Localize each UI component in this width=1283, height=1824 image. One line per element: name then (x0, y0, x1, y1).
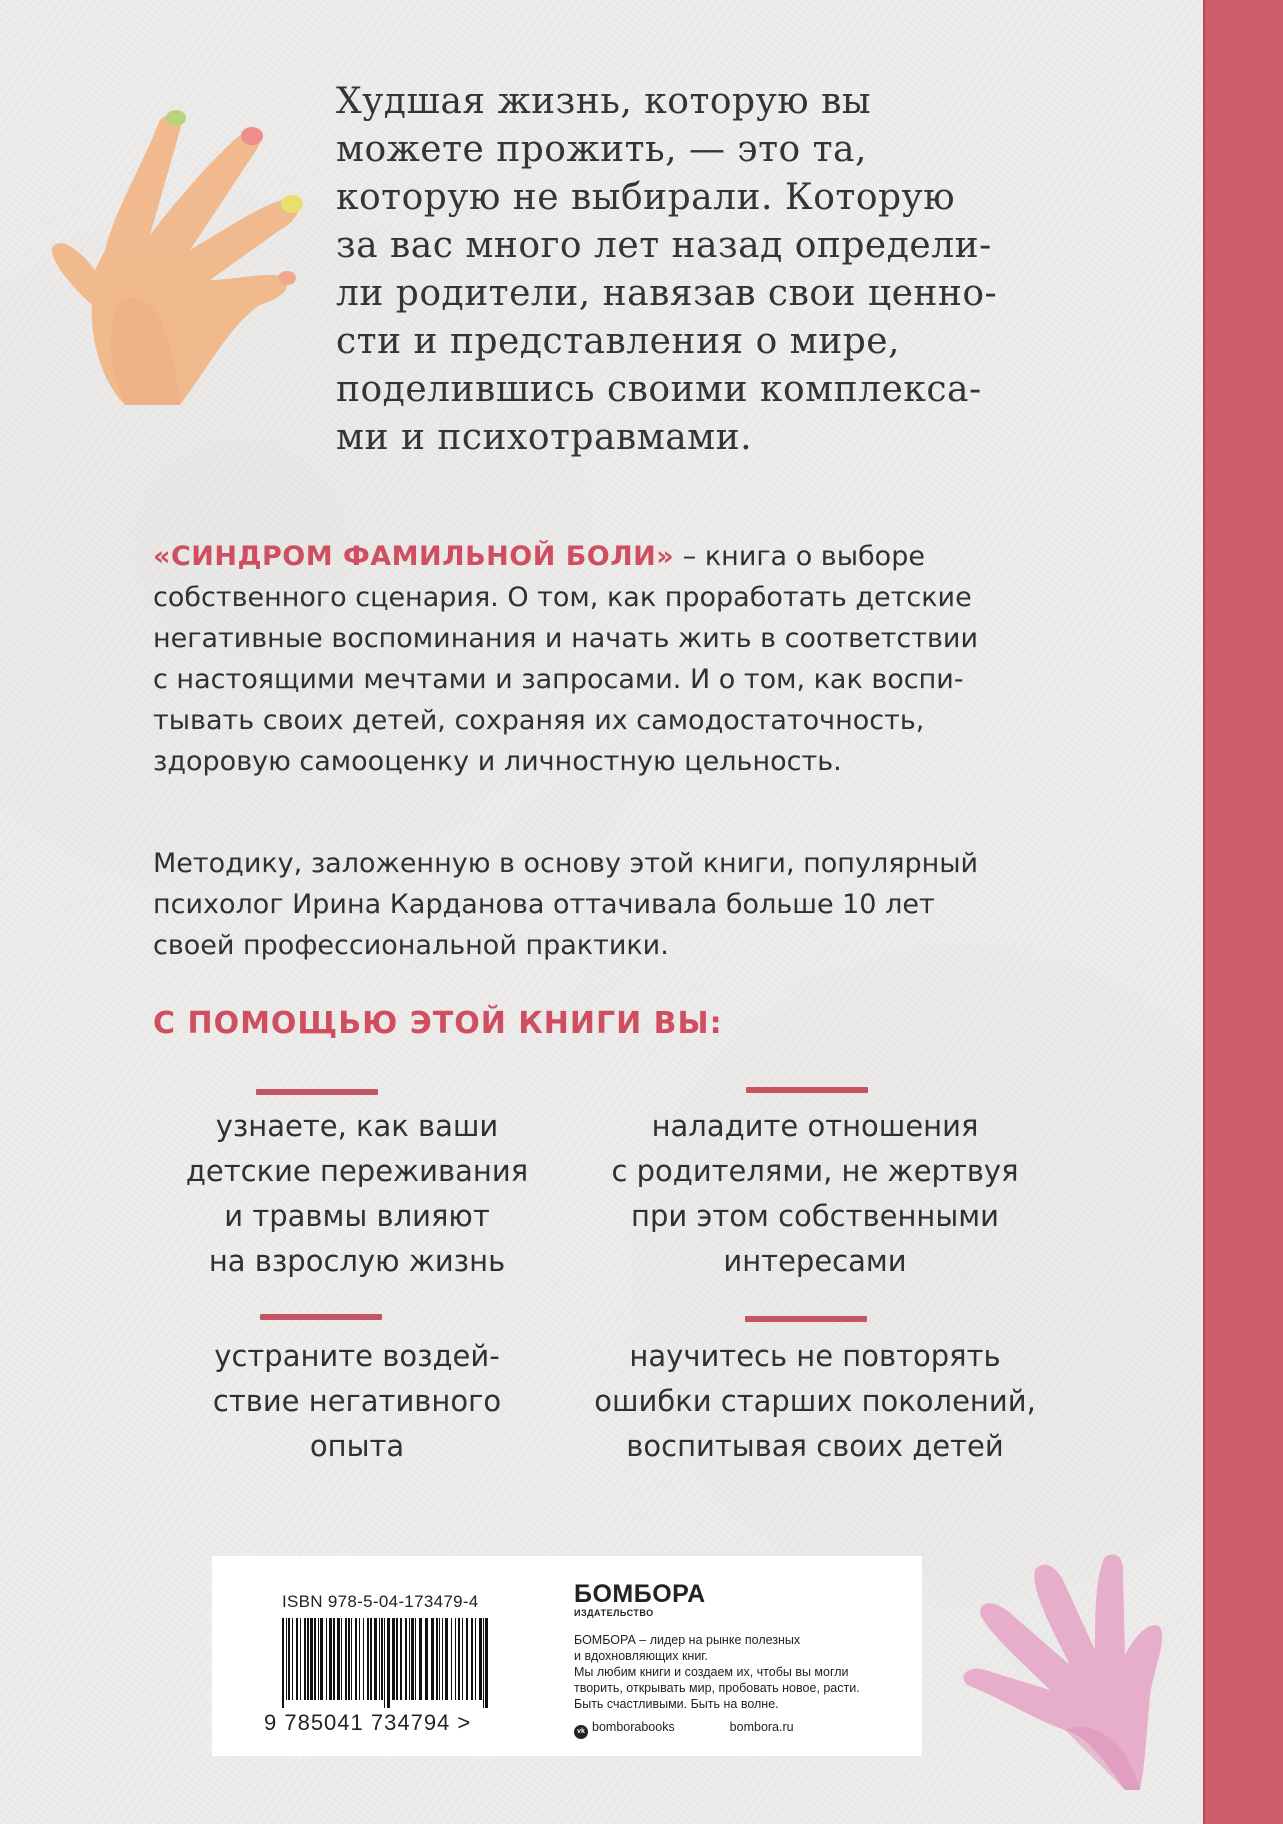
book-description (153, 536, 1113, 782)
benefit-line: ствие негативного (212, 1384, 502, 1418)
description-first-line-rest: – книга о выборе (674, 541, 925, 572)
barcode-bar (351, 1618, 352, 1700)
barcode-bar (370, 1618, 372, 1700)
method-line: своей профессиональной практики. (153, 930, 669, 961)
benefit-divider (260, 1314, 382, 1320)
description-line: собственного сценария. О том, как проработать детские (153, 582, 972, 613)
barcode-bar (455, 1618, 456, 1700)
barcode-bar (445, 1618, 448, 1700)
cover-spine-stripe (1203, 0, 1283, 1824)
barcode (282, 1618, 492, 1708)
barcode-bar (405, 1618, 407, 1700)
website-link[interactable]: bombora.ru (729, 1720, 794, 1734)
publisher-block (574, 1580, 914, 1735)
quote-line: которую не выбирали. Которую (336, 177, 956, 218)
publisher-description (574, 1632, 914, 1712)
barcode-bar (286, 1618, 287, 1700)
benefit-item (580, 1334, 1050, 1469)
barcode-bar (485, 1618, 488, 1708)
barcode-bar (479, 1618, 482, 1700)
barcode-bar (292, 1618, 293, 1700)
barcode-bar (400, 1618, 402, 1700)
barcode-bar (341, 1618, 342, 1700)
benefit-line: опыта (309, 1429, 405, 1463)
benefit-line: детские переживания (185, 1154, 529, 1188)
barcode-bar (425, 1618, 428, 1700)
quote-line: ли родители, навязав свои ценно- (336, 273, 998, 314)
publisher-text-line: БОМБОРА – лидер на рынке полезных (574, 1633, 801, 1647)
barcode-bar (337, 1618, 340, 1700)
barcode-bar (329, 1618, 332, 1700)
quote-line: поделившись своими комплекса- (336, 369, 982, 410)
barcode-bar (310, 1618, 313, 1700)
social-link[interactable]: bomborabooks (592, 1720, 675, 1734)
barcode-bar (355, 1618, 357, 1700)
barcode-bar (419, 1618, 422, 1700)
barcode-bar (436, 1618, 438, 1700)
benefit-line: научитесь не повторять (629, 1339, 1001, 1373)
benefit-line: при этом собственными (631, 1199, 999, 1233)
barcode-panel (212, 1556, 922, 1756)
barcode-bar (300, 1618, 301, 1700)
barcode-bar (462, 1618, 463, 1700)
pink-hand-illustration (955, 1535, 1170, 1795)
method-line: психолог Ирина Карданова оттачивала больше 10 лет (153, 889, 935, 920)
barcode-bar (483, 1618, 484, 1708)
barcode-bar (451, 1618, 452, 1700)
barcode-bar (304, 1618, 306, 1700)
barcode-bar (387, 1618, 390, 1708)
publisher-text-line: творить, открывать мир, пробовать новое, расти. (574, 1681, 860, 1695)
isbn-number: ISBN 978-5-04-173479-4 (282, 1592, 479, 1611)
quote-line: за вас много лет назад определи- (336, 225, 992, 266)
benefit-divider (746, 1087, 868, 1093)
barcode-bar (345, 1618, 347, 1700)
method-line: Методику, заложенную в основу этой книги, популярный (153, 848, 979, 879)
benefit-divider (745, 1316, 867, 1322)
publisher-text-line: и вдохновляющих книг. (574, 1649, 708, 1663)
benefit-item (122, 1104, 592, 1284)
epigraph-quote (336, 78, 1116, 462)
benefit-line: устраните воздей- (214, 1339, 500, 1373)
barcode-bar (359, 1618, 360, 1700)
barcode-bar (384, 1618, 385, 1708)
barcode-bar (411, 1618, 414, 1700)
publisher-text-line: Быть счастливыми. Быть на волне. (574, 1697, 779, 1711)
description-line: негативные воспоминания и начать жить в соответствии (153, 623, 979, 654)
benefit-line: узнаете, как ваши (215, 1109, 499, 1143)
quote-line: сти и представления о мире, (336, 321, 900, 362)
barcode-bar (320, 1618, 323, 1700)
description-first-line (153, 536, 1113, 577)
benefit-divider (256, 1089, 378, 1095)
barcode-bar (318, 1618, 319, 1700)
barcode-bar (458, 1618, 460, 1700)
peach-hand-illustration (30, 100, 310, 420)
barcode-bar (439, 1618, 440, 1700)
barcode-bar (367, 1618, 369, 1700)
benefit-line: наладите отношения (651, 1109, 979, 1143)
barcode-bar (363, 1618, 364, 1700)
barcode-bar (282, 1618, 284, 1708)
book-title: «СИНДРОМ ФАМИЛЬНОЙ БОЛИ» (153, 541, 675, 572)
barcode-bar (409, 1618, 410, 1700)
publisher-subtitle: ИЗДАТЕЛЬСТВО (574, 1608, 654, 1618)
benefit-line: воспитывая своих детей (626, 1429, 1004, 1463)
description-line: с настоящими мечтами и запросами. И о том, как воспи- (153, 664, 964, 695)
barcode-bar (466, 1618, 468, 1700)
benefits-heading: С ПОМОЩЬЮ ЭТОЙ КНИГИ ВЫ: (153, 1006, 723, 1041)
benefit-line: интересами (723, 1244, 907, 1278)
quote-line: Худшая жизнь, которую вы (336, 81, 871, 122)
description-line: тывать своих детей, сохраняя их самодостаточность, (153, 705, 925, 736)
barcode-bar (415, 1618, 416, 1700)
quote-line: можете прожить, — это та, (336, 129, 867, 170)
benefit-item (122, 1334, 592, 1469)
benefit-line: на взрослую жизнь (208, 1244, 506, 1278)
barcode-bar (379, 1618, 380, 1700)
barcode-bar (348, 1618, 350, 1700)
barcode-bar (381, 1618, 383, 1700)
method-paragraph (153, 843, 1113, 966)
barcode-bar (296, 1618, 298, 1700)
barcode-bar (326, 1618, 327, 1700)
barcode-bar (471, 1618, 473, 1700)
barcode-bar (392, 1618, 395, 1700)
barcode-bar (374, 1618, 377, 1700)
benefit-item (580, 1104, 1050, 1284)
benefit-line: ошибки старших поколений, (594, 1384, 1036, 1418)
vk-icon: vk (574, 1725, 588, 1739)
barcode-bar (442, 1618, 443, 1700)
description-line: здоровую самооценку и личностную цельность. (153, 746, 842, 777)
barcode-bar (431, 1618, 434, 1700)
publisher-text-line: Мы любим книги и создаем их, чтобы вы могли (574, 1665, 849, 1679)
barcode-bar (288, 1618, 290, 1700)
publisher-links (574, 1720, 874, 1739)
quote-line: ми и психотравмами. (336, 417, 753, 458)
benefit-line: с родителями, не жертвуя (611, 1154, 1019, 1188)
barcode-bar (314, 1618, 316, 1700)
benefit-line: и травмы влияют (224, 1199, 490, 1233)
barcode-bar (396, 1618, 398, 1700)
barcode-bar (333, 1618, 335, 1700)
publisher-logo: БОМБОРА (574, 1580, 706, 1608)
barcode-digits: 9 785041 734794 > (264, 1710, 472, 1735)
barcode-bar (475, 1618, 476, 1700)
barcode-bar (307, 1618, 309, 1700)
